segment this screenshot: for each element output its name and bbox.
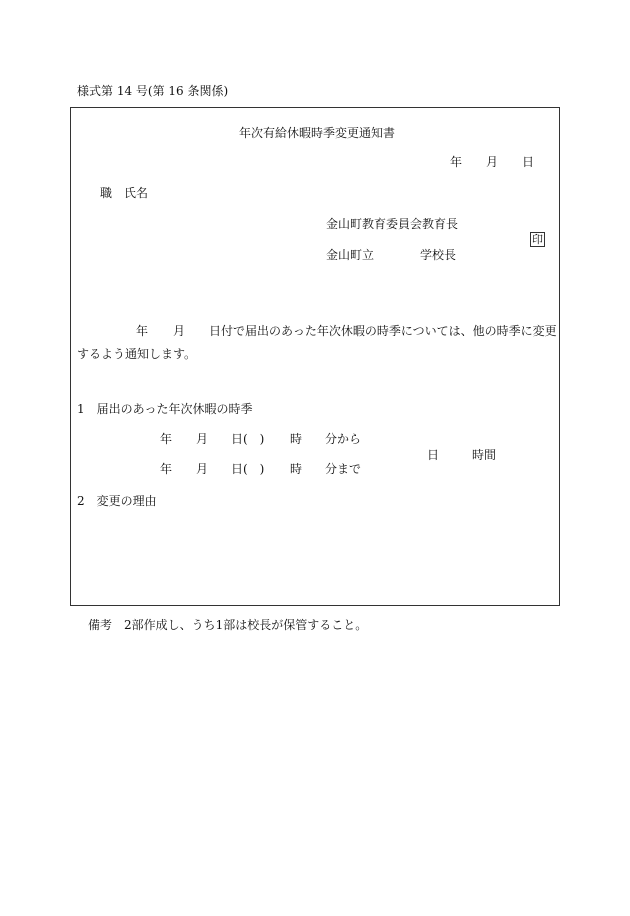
from-minute: 分から: [325, 432, 362, 446]
to-minute: 分まで: [325, 462, 362, 476]
body-line1: 日付で届出のあった年次休暇の時季については、他の時季に変更: [209, 324, 557, 338]
total-days-label: 日: [427, 448, 440, 462]
to-month: 月: [196, 462, 209, 476]
sender-line1: 金山町教育委員会教育長: [326, 217, 459, 231]
from-day: 日( ): [231, 432, 265, 446]
form-number: 様式第 14 号(第 16 条関係): [77, 84, 229, 98]
body-line2: するよう通知します。: [77, 347, 197, 361]
body-month: 月: [173, 324, 186, 338]
to-hour: 時: [290, 462, 303, 476]
section1-heading: 1 届出のあった年次休暇の時季: [77, 402, 253, 416]
form-title: 年次有給休暇時季変更通知書: [239, 126, 396, 140]
from-month: 月: [196, 432, 209, 446]
section2-heading: 2 変更の理由: [77, 494, 157, 508]
sender-school-prefix: 金山町立: [326, 248, 375, 262]
total-hours-label: 時間: [472, 448, 497, 462]
to-year: 年: [160, 462, 173, 476]
date-month-label: 月: [486, 155, 499, 169]
footnote: 備考 2部作成し、うち1部は校長が保管すること。: [88, 618, 368, 632]
date-day-label: 日: [522, 155, 535, 169]
to-day: 日( ): [231, 462, 265, 476]
body-year: 年: [136, 324, 149, 338]
seal-mark: 印: [532, 233, 543, 246]
from-year: 年: [160, 432, 173, 446]
date-year-label: 年: [450, 155, 463, 169]
from-hour: 時: [290, 432, 303, 446]
recipient-label: 職 氏名: [100, 186, 149, 200]
sender-principal-label: 学校長: [420, 248, 457, 262]
